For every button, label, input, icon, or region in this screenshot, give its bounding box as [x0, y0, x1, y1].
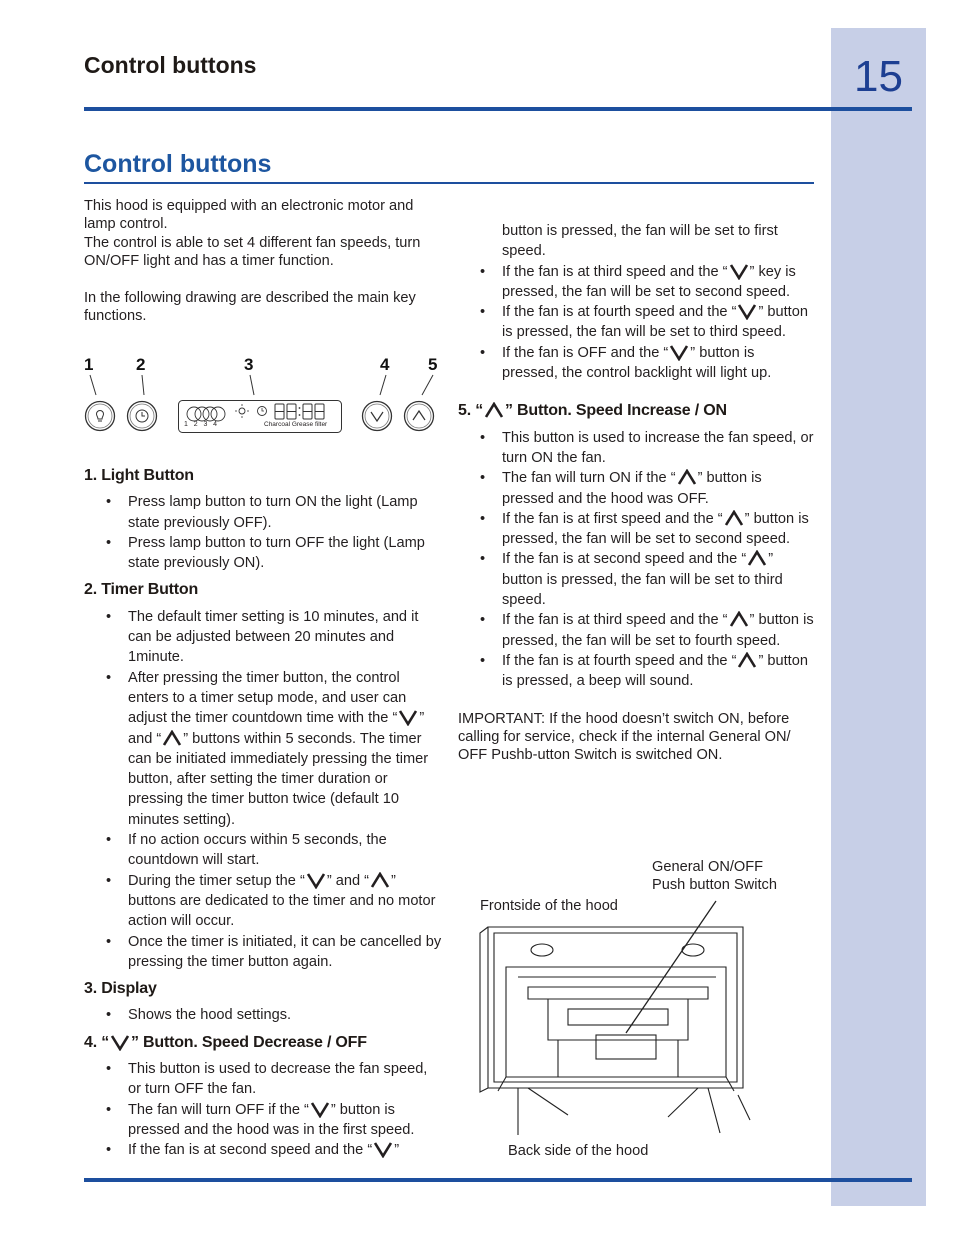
header-title: Control buttons — [84, 52, 257, 78]
list-item: • The default timer setting is 10 minutes, and it can be adjusted between 20 minutes and 1minute. — [84, 607, 442, 668]
list-item: • This button is used to increase the fan speed, or turn ON the fan. — [458, 428, 814, 469]
text-run: ” button is pressed, the control backlight will light up. — [502, 344, 772, 382]
chevron-down-icon — [737, 303, 757, 320]
text-run: If the fan is at second speed and the “ — [128, 1142, 373, 1159]
list-item: • Press lamp button to turn ON the light (Lamp state previously OFF). — [84, 492, 442, 533]
speed-up-button-drawing — [403, 400, 435, 432]
light-button-heading: 1. Light Button — [84, 467, 194, 484]
text-run: The fan will turn ON if the “ — [502, 470, 676, 487]
text-run: 4. “ — [84, 1033, 109, 1051]
intro — [84, 197, 440, 325]
chevron-up-icon — [403, 400, 435, 432]
back-side-label: Back side of the hood — [508, 1143, 649, 1159]
text-run: ” and “ — [326, 872, 370, 889]
list-item — [458, 343, 814, 384]
text-run: button is pressed, the fan will be set to first speed. — [502, 223, 778, 260]
chevron-up-icon — [162, 730, 182, 747]
switch-label-line-2: Push button Switch — [652, 877, 777, 893]
text-run: 5. “ — [458, 402, 483, 420]
list-item — [458, 651, 814, 692]
speed-increase-heading — [458, 401, 814, 421]
list-item — [458, 468, 814, 509]
list-item: • If no action occurs within 5 seconds, the countdown will start. — [84, 830, 442, 871]
display-list — [84, 1005, 442, 1025]
text-run: If the fan is at third speed and the “ — [502, 612, 728, 629]
text-run: ” buttons within 5 seconds. The timer can be initiated immediately pressing the timer button, after setting the timer duration or pressing the timer button twice (default 10 minutes setting). — [128, 730, 429, 828]
chevron-down-icon — [729, 263, 749, 280]
chevron-down-icon — [398, 709, 418, 726]
lamp-button-drawing — [84, 400, 116, 432]
intro-paragraph-2: The control is able to set 4 different fan speeds, turn ON/OFF light and has a timer function. — [84, 234, 421, 270]
text-run: If the fan is at fourth speed and the “ — [502, 304, 737, 321]
text-run: If the fan is at third speed and the “ — [502, 263, 728, 280]
display-heading: 3. Display — [84, 980, 157, 998]
text-run: ” and “ — [128, 710, 425, 747]
front-side-label: Frontside of the hood — [480, 898, 618, 914]
chevron-up-icon — [677, 469, 697, 486]
section-rule — [84, 182, 814, 184]
panel-number-2: 2 — [136, 355, 146, 374]
display-panel — [178, 400, 342, 433]
chevron-up-icon — [484, 402, 504, 419]
chevron-up-icon — [747, 550, 767, 567]
text-run: ” button is pressed, the fan will be set to fourth speed. — [502, 612, 814, 649]
hood-drawing — [458, 895, 758, 1140]
chevron-down-icon — [373, 1141, 393, 1158]
list-item — [84, 871, 442, 932]
list-item: • Once the timer is initiated, it can be cancelled by pressing the timer button again. — [84, 932, 442, 973]
text-run: ” buttons are dedicated to the timer and no motor action will occur. — [128, 872, 436, 930]
text-run: ” button is pressed, the fan will be set to second speed. — [502, 510, 809, 548]
list-item — [458, 262, 814, 303]
text-run: ” — [394, 1142, 400, 1159]
intro-paragraph-3: In the following drawing are described the main key functions. — [84, 289, 416, 325]
text-run: ” Button. Speed Decrease / OFF — [131, 1033, 367, 1051]
text-run: If the fan is at first speed and the “ — [502, 510, 723, 527]
text-run: ” button is pressed, a beep will sound. — [502, 652, 808, 690]
list-item — [458, 302, 814, 343]
speed-decrease-list-part1 — [84, 1059, 442, 1160]
speed-down-button-drawing — [361, 400, 393, 432]
right-column — [458, 221, 814, 764]
panel-number-3: 3 — [244, 355, 254, 374]
text-run: The fan will turn OFF if the “ — [128, 1101, 309, 1118]
list-item: • Shows the hood settings. — [84, 1005, 442, 1025]
text-run: ” key is pressed, the fan will be set to second speed. — [502, 263, 796, 300]
chevron-up-icon — [724, 510, 744, 527]
chevron-down-icon — [110, 1034, 130, 1051]
light-button-list — [84, 492, 442, 573]
important-note: IMPORTANT: If the hood doesn’t switch ON, before calling for service, check if the internal General ON/ OFF Pushb-utton Switch is switched ON. — [458, 710, 791, 763]
side-tab — [831, 28, 926, 1206]
panel-number-4: 4 — [380, 355, 390, 374]
lamp-icon — [84, 400, 116, 432]
page-number: 15 — [854, 52, 903, 101]
panel-number-1: 1 — [84, 355, 94, 374]
list-item — [458, 610, 814, 651]
list-item-continued — [458, 221, 814, 262]
chevron-down-icon — [310, 1101, 330, 1118]
timer-button-list — [84, 607, 442, 972]
list-item — [458, 509, 814, 550]
chevron-down-icon — [306, 872, 326, 889]
speed-decrease-list-part2 — [458, 221, 814, 383]
text-run: During the timer setup the “ — [128, 872, 305, 889]
display-filter-label: Charcoal Grease filter — [264, 421, 328, 428]
footer-rule — [84, 1178, 912, 1182]
text-run: If the fan is at fourth speed and the “ — [502, 652, 737, 669]
intro-paragraph-1: This hood is equipped with an electronic motor and lamp control. — [84, 198, 414, 233]
text-run: ” button is pressed, the fan will be set to third speed. — [502, 551, 783, 609]
text-run: If the fan is OFF and the “ — [502, 344, 669, 361]
timer-icon — [126, 400, 158, 432]
switch-label — [652, 858, 777, 894]
speed-increase-list — [458, 428, 814, 692]
list-item — [84, 1100, 442, 1141]
text-run: ” button is pressed, the fan will be set to third speed. — [502, 304, 808, 341]
timer-button-heading: 2. Timer Button — [84, 581, 199, 599]
left-column — [84, 466, 442, 1161]
chevron-up-icon — [737, 652, 757, 669]
list-item: • Press lamp button to turn OFF the light (Lamp state previously ON). — [84, 533, 442, 574]
chevron-down-icon — [669, 344, 689, 361]
header-rule — [84, 107, 912, 111]
text-run: If the fan is at second speed and the “ — [502, 551, 747, 568]
list-item: • This button is used to decrease the fan speed, or turn OFF the fan. — [84, 1059, 442, 1100]
list-item — [84, 1140, 442, 1160]
chevron-up-icon — [729, 611, 749, 628]
chevron-down-icon — [361, 400, 393, 432]
text-run: ” Button. Speed Increase / ON — [505, 402, 727, 420]
panel-number-5: 5 — [428, 355, 438, 374]
display-speed-numbers: 1 2 3 4 — [184, 421, 218, 428]
display-drawing — [178, 400, 342, 433]
chevron-up-icon — [370, 872, 390, 889]
control-panel-figure — [84, 355, 454, 445]
section-title: Control buttons — [84, 150, 272, 178]
switch-label-line-1: General ON/OFF — [652, 859, 764, 875]
speed-decrease-heading — [84, 1033, 442, 1053]
text-run: After pressing the timer button, the control enters to a timer setup mode, and user can adjust the timer countdown time with the “ — [128, 669, 407, 727]
list-item — [458, 549, 814, 610]
timer-button-drawing — [126, 400, 158, 432]
text-run: ” button is pressed and the hood was OFF. — [502, 470, 762, 507]
text-run: ” button is pressed and the hood was in the first speed. — [128, 1101, 415, 1138]
list-item — [84, 668, 442, 830]
